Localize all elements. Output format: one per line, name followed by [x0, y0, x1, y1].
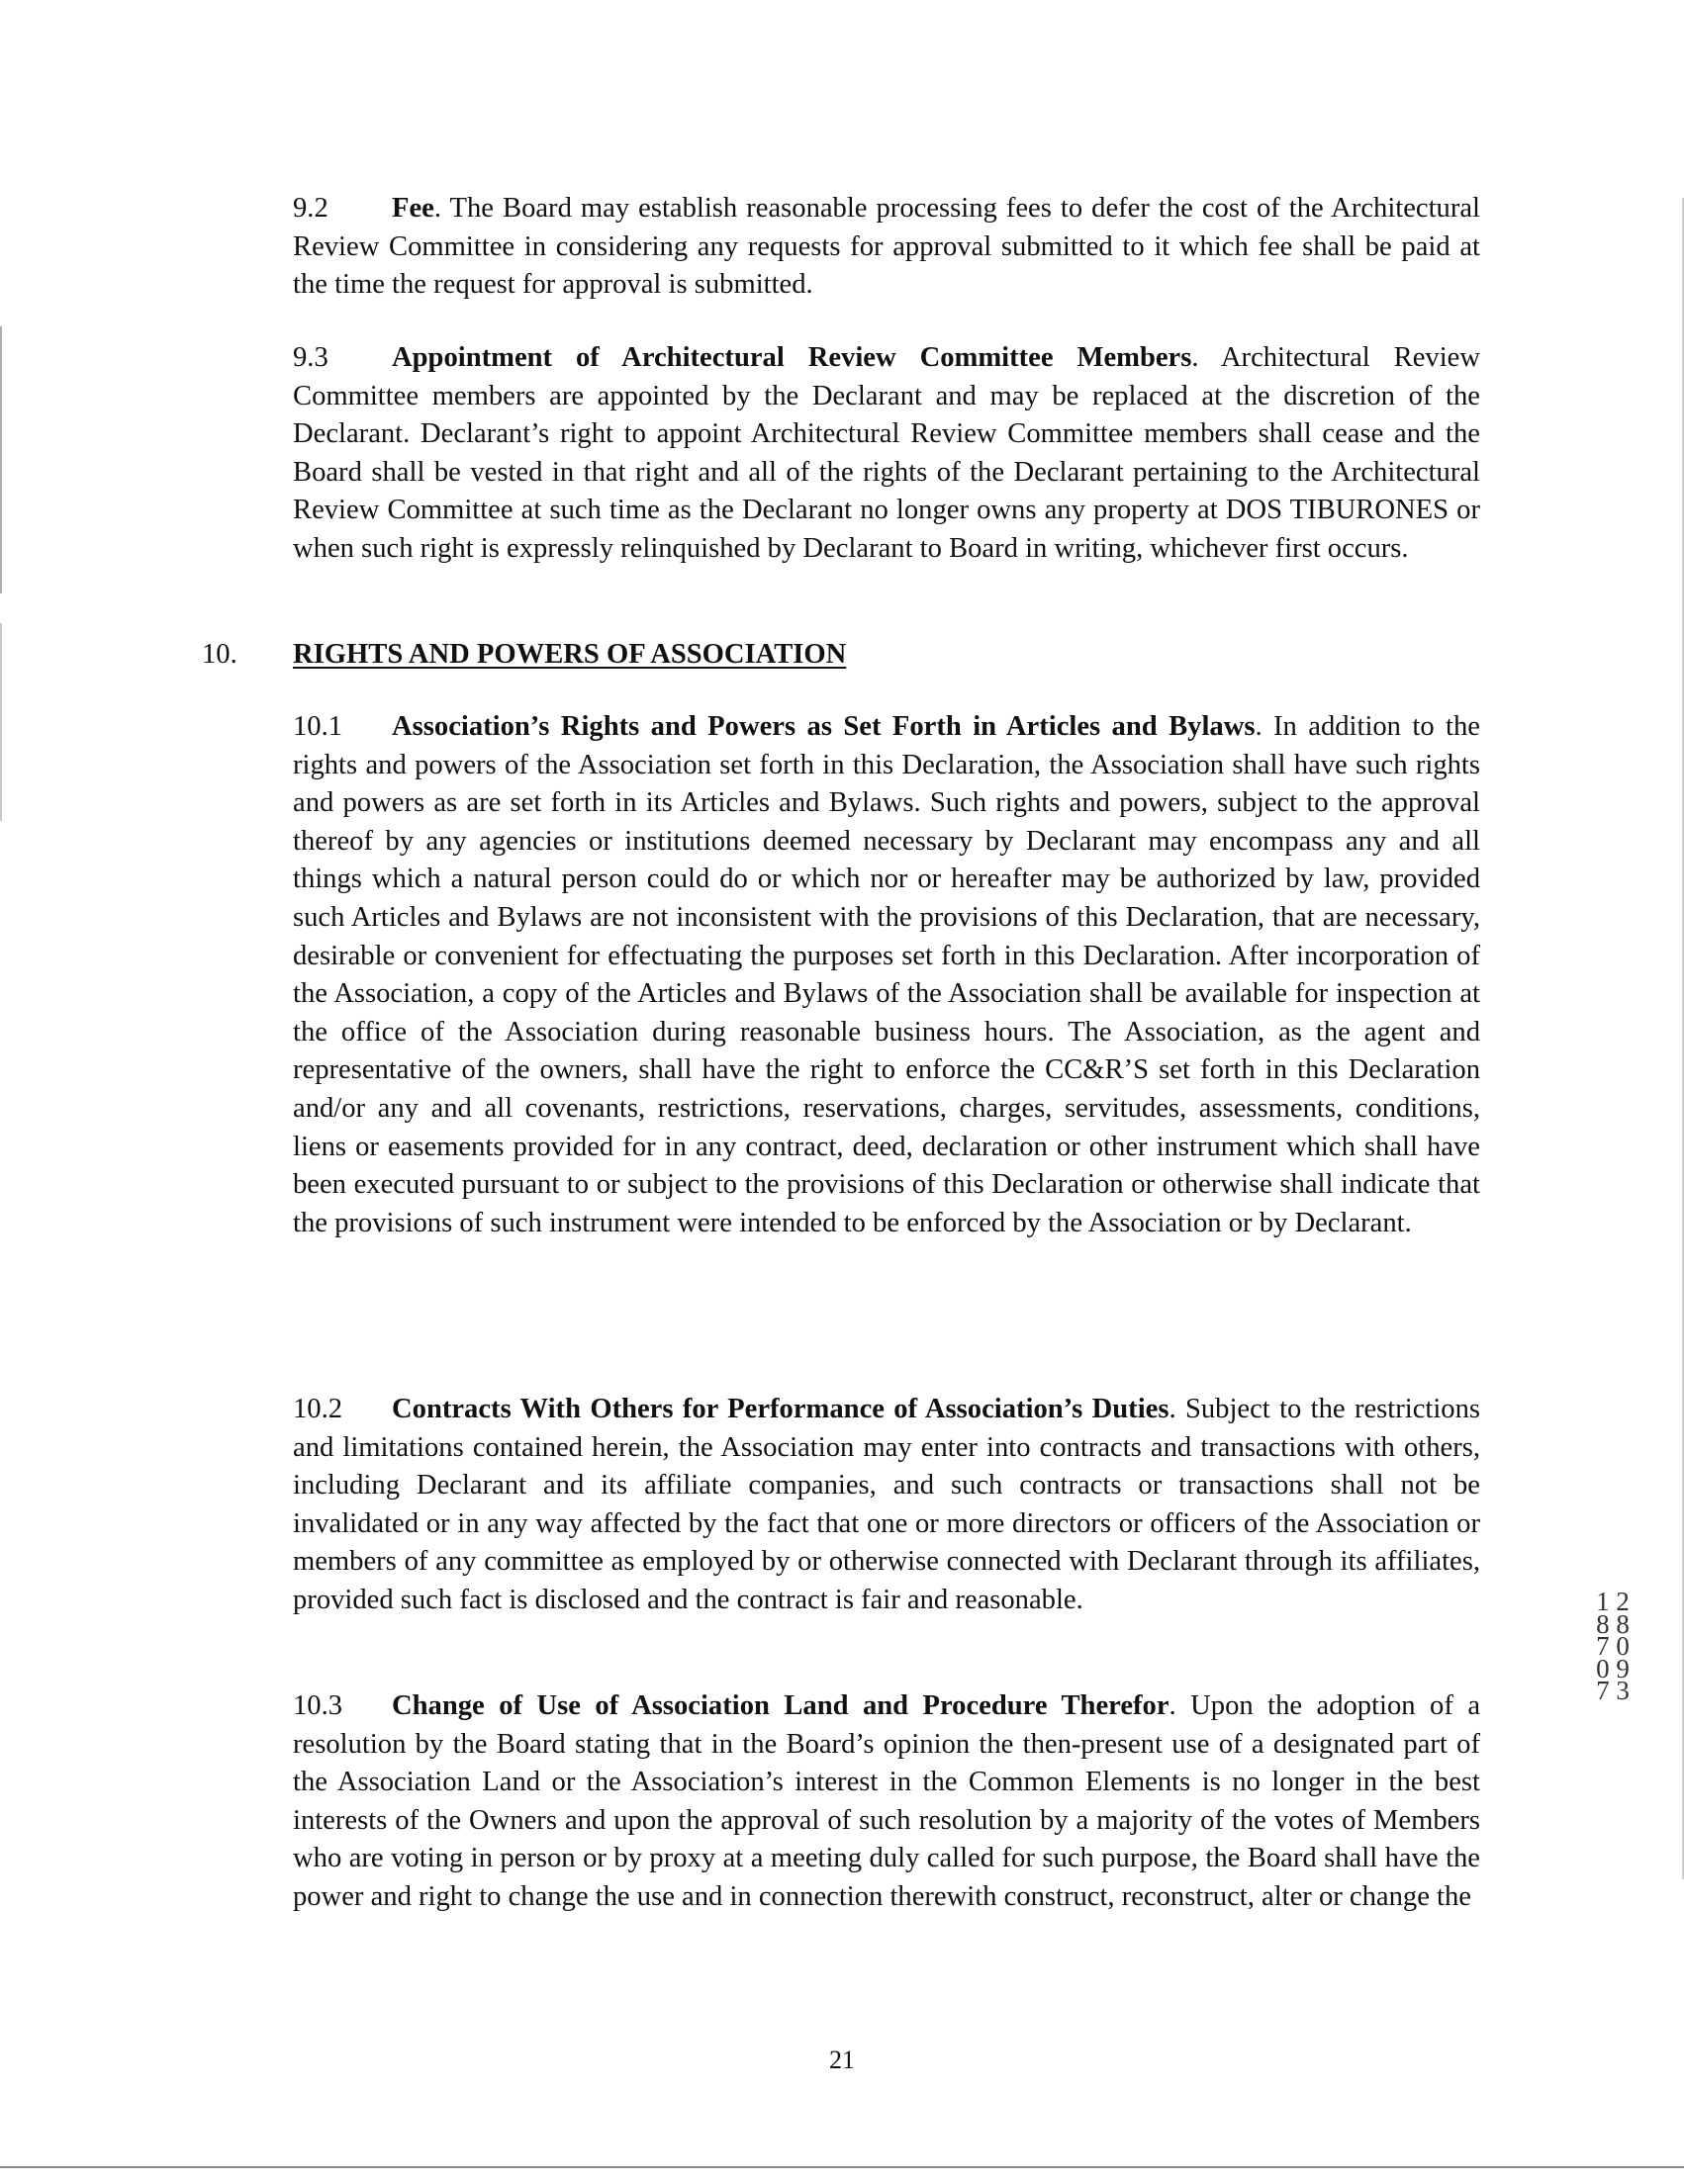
paragraph-heading: Contracts With Others for Performance of Association’s Duties: [392, 1394, 1169, 1424]
paragraph-9-2: [293, 190, 1480, 305]
paragraph-number: 10.1: [293, 711, 343, 742]
recording-number-stamp: 1 2 8 8 7 0 0 9 7 3: [1596, 1587, 1630, 1705]
paragraph-text: . Architectural Review Committee members are appointed by the Declarant and may be replaced at the discretion of the Declarant. Declarant’s right to appoint Architectural Review Committee members shall cease and the Board shall be vested in that right and all of the rights of the Declarant pertaining to the Architectural Review Committee at such time as the Declarant no longer owns any property at DOS TIBURONES or when such right is expressly relinquished by Declarant to Board in writing, whichever first occurs.: [293, 342, 1481, 564]
scan-edge-mark: [0, 326, 2, 593]
paragraph-heading: Fee: [392, 193, 434, 224]
paragraph-10-3: [293, 1687, 1480, 1917]
paragraph-heading: Association’s Rights and Powers as Set Forth in Articles and Bylaws: [392, 711, 1256, 742]
paragraph-text: . Subject to the restrictions and limitations contained herein, the Association may enter into contracts and transactions with others, including Declarant and its affiliate companies, and such contracts or transactions shall not be invalidated or in any way affected by the fact that one or more directors or officers of the Association or members of any committee as employed by or otherwise connected with Declarant through its affiliates, provided such fact is disclosed and the contract is fair and reasonable.: [293, 1394, 1480, 1615]
paragraph-text: . The Board may establish reasonable processing fees to defer the cost of the Architectural Review Committee in considering any requests for approval submitted to it which fee shall be paid at the time the request for approval is submitted.: [293, 193, 1480, 301]
section-title: RIGHTS AND POWERS OF ASSOCIATION: [293, 639, 847, 670]
paragraph-text: . Upon the adoption of a resolution by the Board stating that in the Board’s opinion the then-present use of a designated part of the Association Land or the Association’s interest in the Common Elements is no longer in the best interests of the Owners and upon the approval of such resolution by a majority of the votes of Members who are voting in person or by proxy at a meeting duly called for such purpose, the Board shall have the power and right to change the use and in connection therewith construct, reconstruct, alter or change the: [293, 1690, 1481, 1912]
scan-edge-mark: [0, 623, 2, 821]
paragraph-10-2: [293, 1391, 1480, 1620]
paragraph-number: 9.3: [293, 342, 328, 373]
paragraph-heading: Change of Use of Association Land and Procedure Therefor: [392, 1690, 1169, 1721]
paragraph-number: 10.3: [293, 1690, 343, 1721]
paragraph-text: . In addition to the rights and powers of the Association set forth in this Declaration, the Association shall have such rights and powers as are set forth in its Articles and Bylaws. Such rights and powers, subject to the approval thereof by any agencies or institutions deemed necessary by Declarant may encompass any and all things which a natural person could do or which nor or hereafter may be authorized by law, provided such Articles and Bylaws are not inconsistent with the provisions of this Declaration, that are necessary, desirable or convenient for effectuating the purposes set forth in this Declaration. After incorporation of the Association, a copy of the Articles and Bylaws of the Association shall be available for inspection at the office of the Association during reasonable business hours. The Association, as the agent and representative of the owners, shall have the right to enforce the CC&R’S set forth in this Declaration and/or any and all covenants, restrictions, reservations, charges, servitudes, assessments, conditions, liens or easements provided for in any contract, deed, declaration or other instrument which shall have been executed pursuant to or subject to the provisions of this Declaration or otherwise shall indicate that the provisions of such instrument were intended to be enforced by the Association or by Declarant.: [293, 711, 1480, 1238]
page-number: 21: [829, 2046, 855, 2074]
paragraph-number: 9.2: [293, 193, 328, 224]
section-heading: [202, 636, 846, 675]
paragraph-10-1: [293, 708, 1480, 1242]
paragraph-number: 10.2: [293, 1394, 343, 1424]
paragraph-9-3: [293, 339, 1480, 569]
section-number: 10.: [202, 639, 237, 670]
bottom-rule: [0, 2166, 1684, 2168]
paragraph-heading: Appointment of Architectural Review Committee Members: [392, 342, 1192, 373]
